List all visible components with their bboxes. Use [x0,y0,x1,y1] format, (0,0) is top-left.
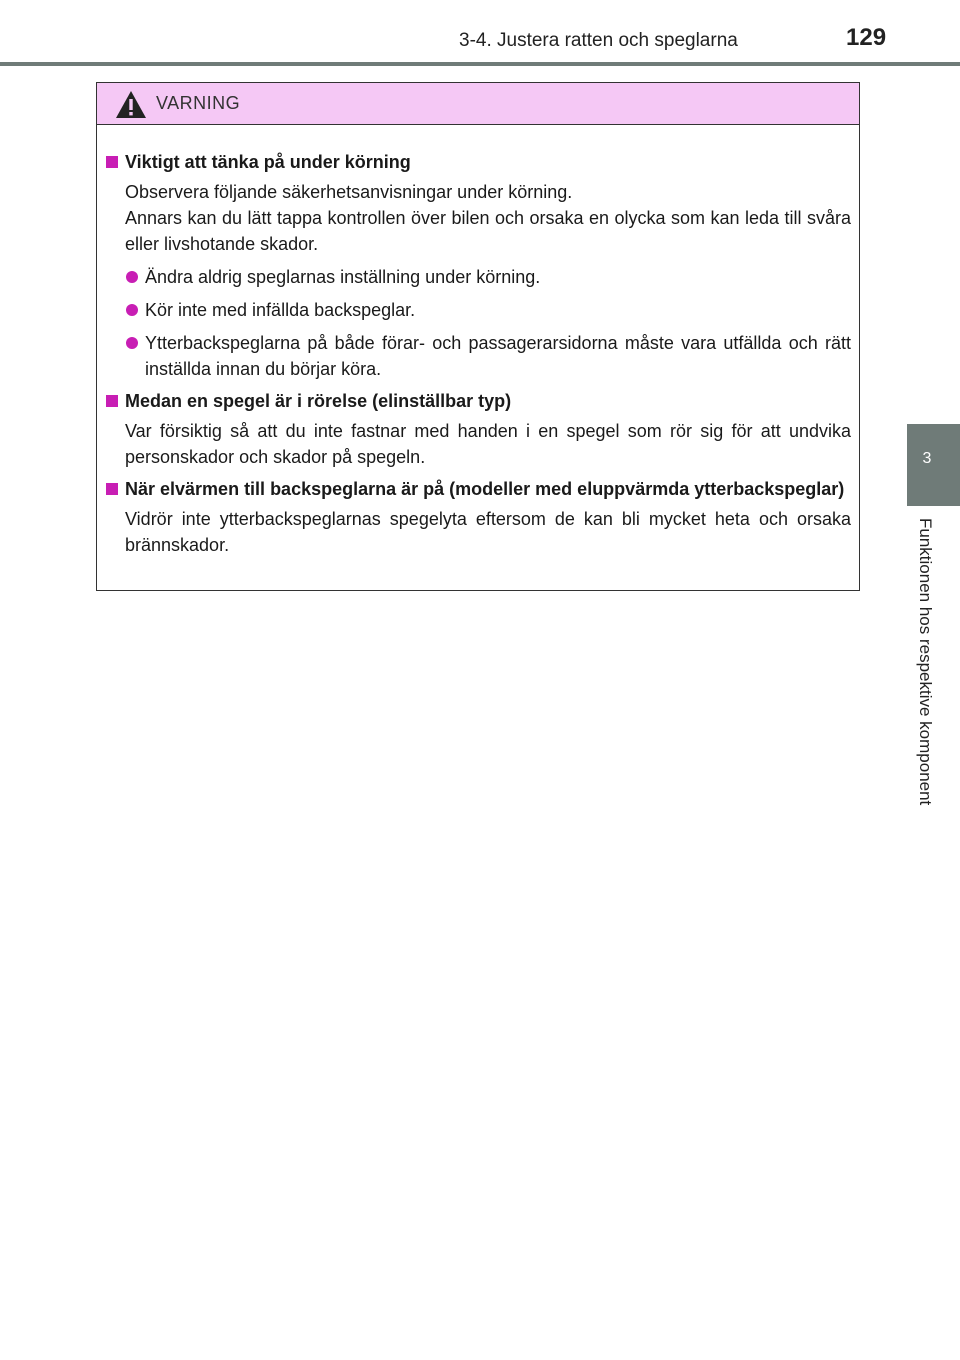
warning-box [96,82,860,591]
chapter-side-title: Funktionen hos respektive komponent [916,518,935,806]
section-square-icon [106,483,118,495]
warning-body [97,125,859,558]
bullet-dot-icon [126,304,138,316]
section-title: Viktigt att tänka på under körning [105,149,851,175]
bullet-item: Ändra aldrig speglarnas inställning under körning. [125,264,851,290]
warning-label: VARNING [156,93,241,113]
bullet-item: Ytterbackspeglarna på både förar- och passagerarsidorna måste vara utfällda och rätt inställda innan du börjar köra. [125,330,851,382]
paragraph: Annars kan du lätt tappa kontrollen över bilen och orsaka en olycka som kan leda till svåra eller livshotande skador. [125,208,851,254]
chapter-side-title-wrap [915,518,945,868]
section-title: När elvärmen till backspeglarna är på (modeller med eluppvärmda ytterbackspeglar) [105,476,851,502]
section-title: Medan en spegel är i rörelse (elinställbar typ) [105,388,851,414]
section-square-icon [106,395,118,407]
chapter-tab-number: 3 [922,450,932,467]
running-header-section: 3-4. Justera ratten och speglarna [459,30,738,51]
chapter-tab [907,424,960,506]
paragraph: Observera följande säkerhetsanvisningar under körning. [125,182,573,202]
warning-triangle-icon [115,90,147,119]
bullet-item: Kör inte med infällda backspeglar. [125,297,851,323]
bullet-dot-icon [126,337,138,349]
bullet-dot-icon [126,271,138,283]
page-number: 129 [846,24,887,51]
header-rule [0,62,960,66]
paragraph: Vidrör inte ytterbackspeglarnas spegelyta eftersom de kan bli mycket heta och orsaka brännskador. [125,509,851,555]
warning-header [97,83,859,125]
section-square-icon [106,156,118,168]
paragraph: Var försiktig så att du inte fastnar med handen i en spegel som rör sig för att undvika personskador och skador på spegeln. [125,421,851,467]
